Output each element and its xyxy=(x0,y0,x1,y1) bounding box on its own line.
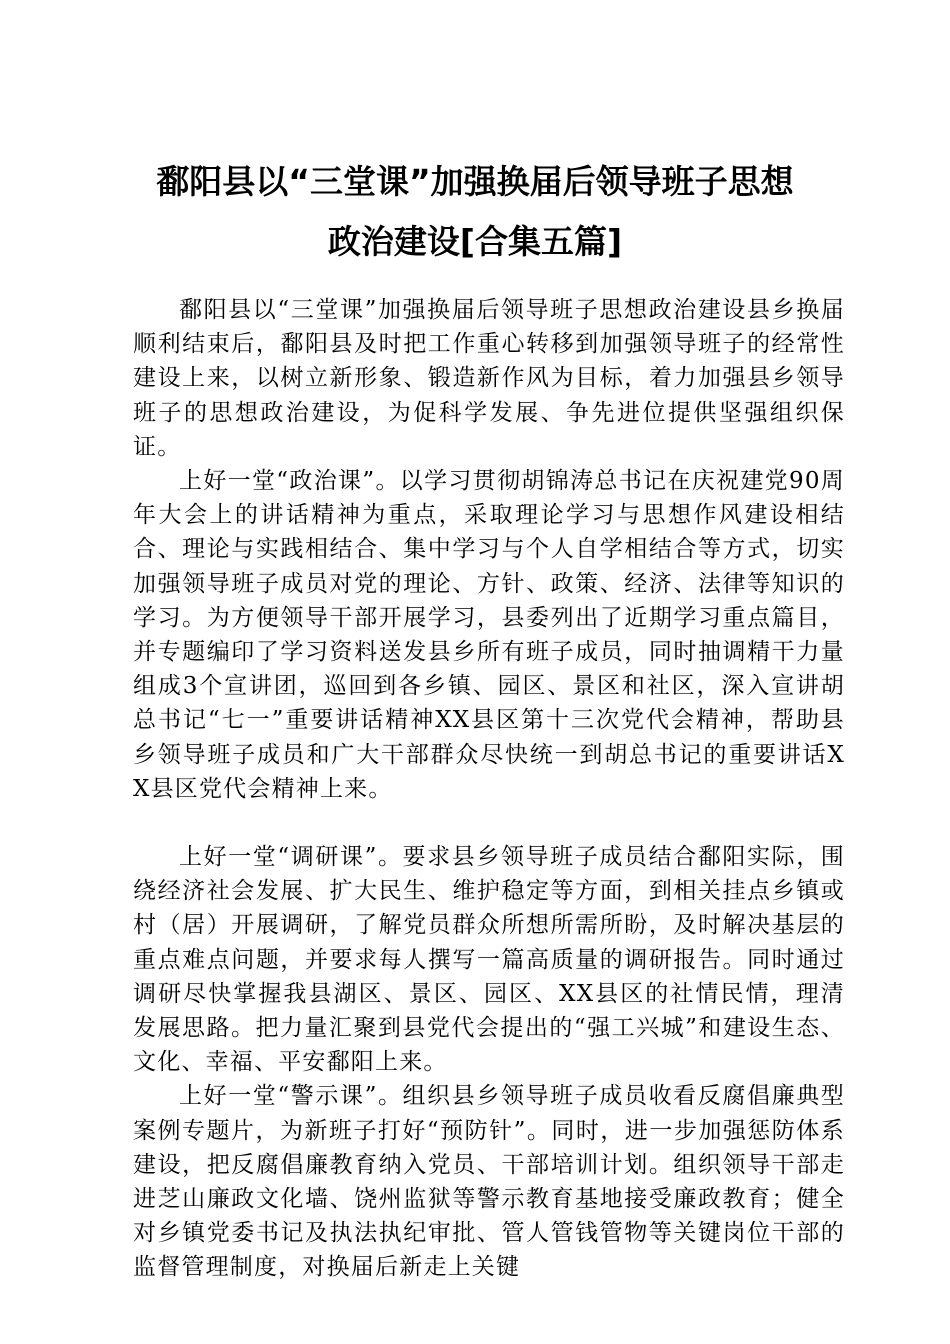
paragraph-political-lesson: 上好一堂“政治课”。以学习贯彻胡锦涛总书记在庆祝建党90周年大会上的讲话精神为重点，采取理论学习与思想作风建设相结合、理论与实践相结合、集中学习与个人自学相结合等方式，切实加强领导班子成员对党的理论、方针、政策、经济、法律等知识的学习。为方便领导干部开展学习，县委列出了近期学习重点篇目，并专题编印了学习资料送发县乡所有班子成员，同时抽调精干力量组成3个宣讲团，巡回到各乡镇、园区、景区和社区，深入宣讲胡总书记“七一”重要讲话精神XX县区第十三次党代会精神，帮助县乡领导班子成员和广大干部群众尽快统一到胡总书记的重要讲话XX县区党代会精神上来。 xyxy=(133,468,845,802)
paragraph-intro: 鄱阳县以“三堂课”加强换届后领导班子思想政治建设县乡换届顺利结束后，鄱阳县及时把工作重心转移到加强领导班子的经常性建设上来，以树立新形象、锻造新作风为目标，着力加强县乡领导班子的思想政治建设，为促科学发展、争先进位提供坚强组织保证。 xyxy=(133,297,845,460)
paragraph-research-lesson: 上好一堂“调研课”。要求县乡领导班子成员结合鄱阳实际，围绕经济社会发展、扩大民生、维护稳定等方面，到相关挂点乡镇或村（居）开展调研，了解党员群众所想所需所盼，及时解决基层的重点难点问题，并要求每人撰写一篇高质量的调研报告。同时通过调研尽快掌握我县湖区、景区、园区、XX县区的社情民情，理清发展思路。把力量汇聚到县党代会提出的“强工兴城”和建设生态、文化、幸福、平安鄱阳上来。 xyxy=(133,844,845,1076)
paragraph-warning-lesson: 上好一堂“警示课”。组织县乡领导班子成员收看反腐倡廉典型案例专题片，为新班子打好“预防针”。同时，进一步加强惩防体系建设，把反腐倡廉教育纳入党员、干部培训计划。组织领导干部走进芝山廉政文化墙、饶州监狱等警示教育基地接受廉政教育；健全对乡镇党委书记及执法执纪审批、管人管钱管物等关键岗位干部的监督管理制度，对换届后新走上关键 xyxy=(133,1083,845,1281)
document-title-line-1: 鄱阳县以“三堂课”加强换届后领导班子思想 xyxy=(156,162,794,201)
document-body xyxy=(133,293,845,1285)
document-title-line-2: 政治建设[合集五篇] xyxy=(327,222,623,261)
